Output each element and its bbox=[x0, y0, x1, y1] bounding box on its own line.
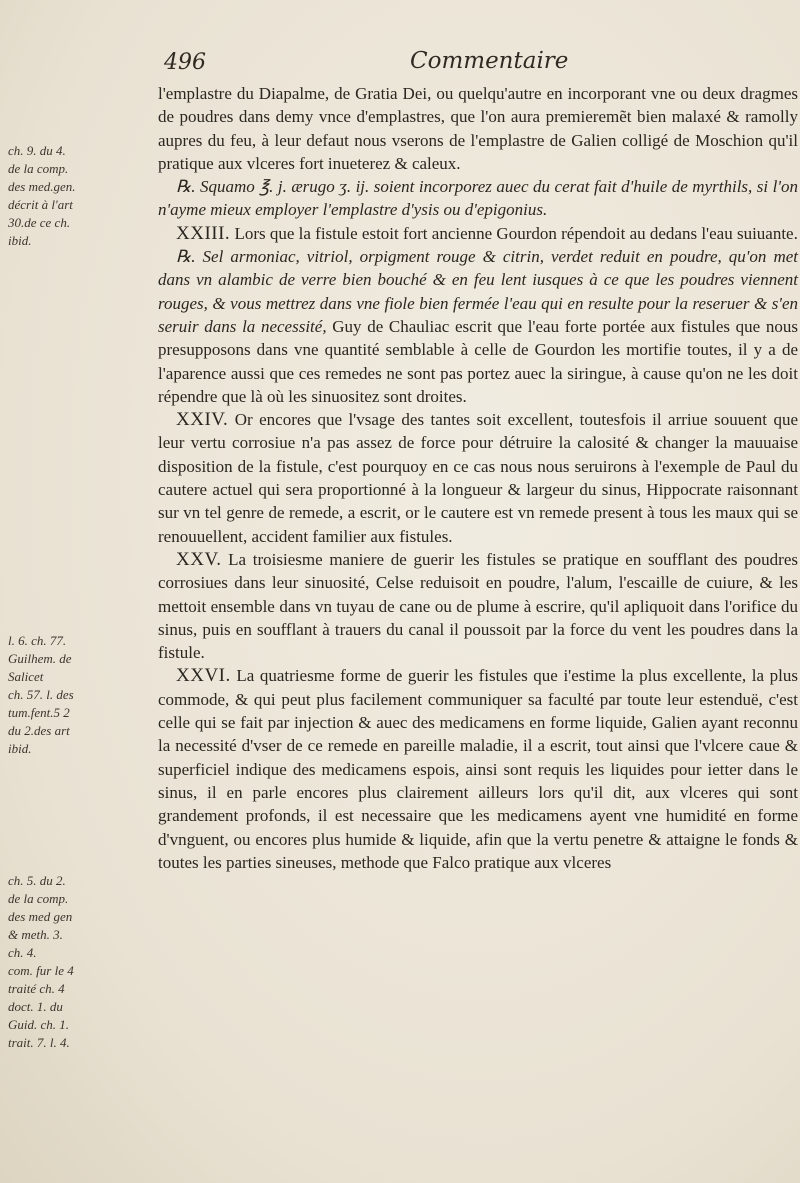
margin-note-line: ch. 57. l. des bbox=[8, 687, 74, 702]
margin-note-line: Salicet bbox=[8, 669, 44, 684]
section-numeral: XXV. bbox=[176, 548, 222, 570]
running-head: Commentaire bbox=[410, 48, 569, 74]
section-numeral: XXVI. bbox=[176, 665, 231, 687]
recipe-text: ℞. Sel armoniac, vitriol, orpigment rouge & citrin, verdet reduit en poudre, qu'on met dans vn alambic de verre bien bouché & en feu lent iusques à ce que les poudres viennent rouges, & vous mettrez dans vne fiole bien fermée l'eau qui en resulte pour la reseruer & s'en seruir dans la necessité, bbox=[158, 247, 798, 336]
margin-note-line: tum.fent.5 2 bbox=[8, 705, 70, 720]
margin-note-line: des med gen bbox=[8, 909, 73, 924]
margin-note-line: Guilhem. de bbox=[8, 651, 72, 666]
margin-note-line: ibid. bbox=[8, 741, 32, 756]
margin-note-line: de la comp. bbox=[8, 161, 69, 176]
margin-note-line: décrit à l'art bbox=[8, 197, 73, 212]
margin-note-line: trait. 7. l. 4. bbox=[8, 1035, 70, 1050]
margin-note-line: traité ch. 4 bbox=[8, 981, 65, 996]
section-numeral: XXIII. bbox=[176, 222, 231, 244]
margin-note-line: ibid. bbox=[8, 233, 32, 248]
section-numeral: XXIV. bbox=[176, 409, 229, 431]
paragraph-recipe: ℞. Squamo ℥. j. ærugo ʒ. ij. soient incorporez auec du cerat fait d'huile de myrthils, si l'on n'ayme mieux employer l'emplastre d'ysis ou d'epigonius. bbox=[158, 177, 798, 220]
page-number: 496 bbox=[164, 50, 206, 75]
paragraph-section bbox=[158, 664, 798, 874]
paragraph-section bbox=[158, 408, 798, 548]
margin-note-line: du 2.des art bbox=[8, 723, 70, 738]
margin-note-line: l. 6. ch. 77. bbox=[8, 633, 67, 648]
section-text: La quatriesme forme de guerir les fistules que i'estime la plus excellente, la plus commode, & qui peut plus facilement communiquer sa faculté par toute leur estenduë, c'est celle qui se fait par injection & auec des medicamens en forme liquide, Galien ayant reconnu la necessité d'vser de ce remede en pareille maladie, il a escrit, tout ainsi que l'vlcere caue & superficiel indique des medicamens espois, ainsi sont requis les liquides pour ietter dans le sinus, il en parle encores plus clairement ailleurs lors qu'il dit, aux vlceres qui sont grandement profonds, il est necessaire que les medicamens ayent vne humidité en forme d'vnguent, ou encores plus humide & liquide, afin que la vertu penetre & attaigne le fonds & toutes les parties sineuses, methode que Falco pratique aux vlceres bbox=[158, 666, 798, 872]
paragraph-recipe bbox=[158, 245, 798, 408]
margin-note bbox=[8, 872, 158, 1052]
margin-note-line: 30.de ce ch. bbox=[8, 215, 71, 230]
margin-note-line: ch. 5. du 2. bbox=[8, 873, 66, 888]
margin-note bbox=[8, 142, 158, 250]
section-text: Or encores que l'vsage des tantes soit excellent, toutesfois il arriue souuent que leur vertu corrosiue n'a pas assez de force pour détruire la calosité & changer la mauuaise disposition de la fistule, c'est pourquoy en ce cas nous nous seruirons à l'exemple de Paul du cautere actuel qui sera proportionné à la longueur & largeur du sinus, Hippocrate raisonnant sur vn tel genre de remede, a escrit, or le cautere est vn remede present à tous les maux qui se renouuellent, accident familier aux fistules. bbox=[158, 410, 799, 546]
margin-note-line: ch. 4. bbox=[8, 945, 37, 960]
margin-note-line: ch. 9. du 4. bbox=[8, 143, 66, 158]
paragraph-section bbox=[158, 548, 798, 664]
margin-note-line: des med.gen. bbox=[8, 179, 76, 194]
paragraph-intro: l'emplastre du Diapalme, de Gratia Dei, ou quelqu'autre en incorporant vne ou deux dragmes de poudres dans demy vnce d'emplastres, que l'on aura premieremẽt bien malaxé & ramolly aupres du feu, à leur defaut nous vserons de l'emplastre de Galien colligé de Moschion qu'il pratique aux vlceres fort inueterez & caleux. bbox=[158, 84, 798, 173]
main-text bbox=[158, 82, 798, 874]
section-text: La troisiesme maniere de guerir les fistules se pratique en soufflant des poudres corrosiues dans leur sinuosité, Celse reduisoit en poudre, l'alum, l'escaille de cuiure, & les mettoit ensemble dans vn tuyau de cane ou de plume à escrire, qu'il apliquoit dans l'orifice du sinus, puis en soufflant à trauers du canal il poussoit par la force du vent les poudres dans la fistule. bbox=[158, 549, 798, 663]
margin-note-line: doct. 1. du bbox=[8, 999, 63, 1014]
paragraph-section bbox=[158, 222, 798, 245]
page-header bbox=[150, 50, 780, 80]
section-text: Lors que la fistule estoit fort ancienne Gourdon répendoit au dedans l'eau suiuante. bbox=[234, 223, 798, 243]
margin-note-line: Guid. ch. 1. bbox=[8, 1017, 70, 1032]
margin-note-line: de la comp. bbox=[8, 891, 69, 906]
margin-note-line: com. fur le 4 bbox=[8, 963, 74, 978]
margin-note-line: & meth. 3. bbox=[8, 927, 63, 942]
section-text: Guy de Chauliac escrit que l'eau forte portée aux fistules que nous presupposons dans vne quantité semblable à celle de Gourdon les mortifie toutes, il y a de l'aparence aussi que ces remedes ne sont pas portez auec la siringue, à cause qu'on ne les doit répendre que là où les sinuositez sont droites. bbox=[158, 316, 798, 406]
margin-note bbox=[8, 632, 158, 758]
